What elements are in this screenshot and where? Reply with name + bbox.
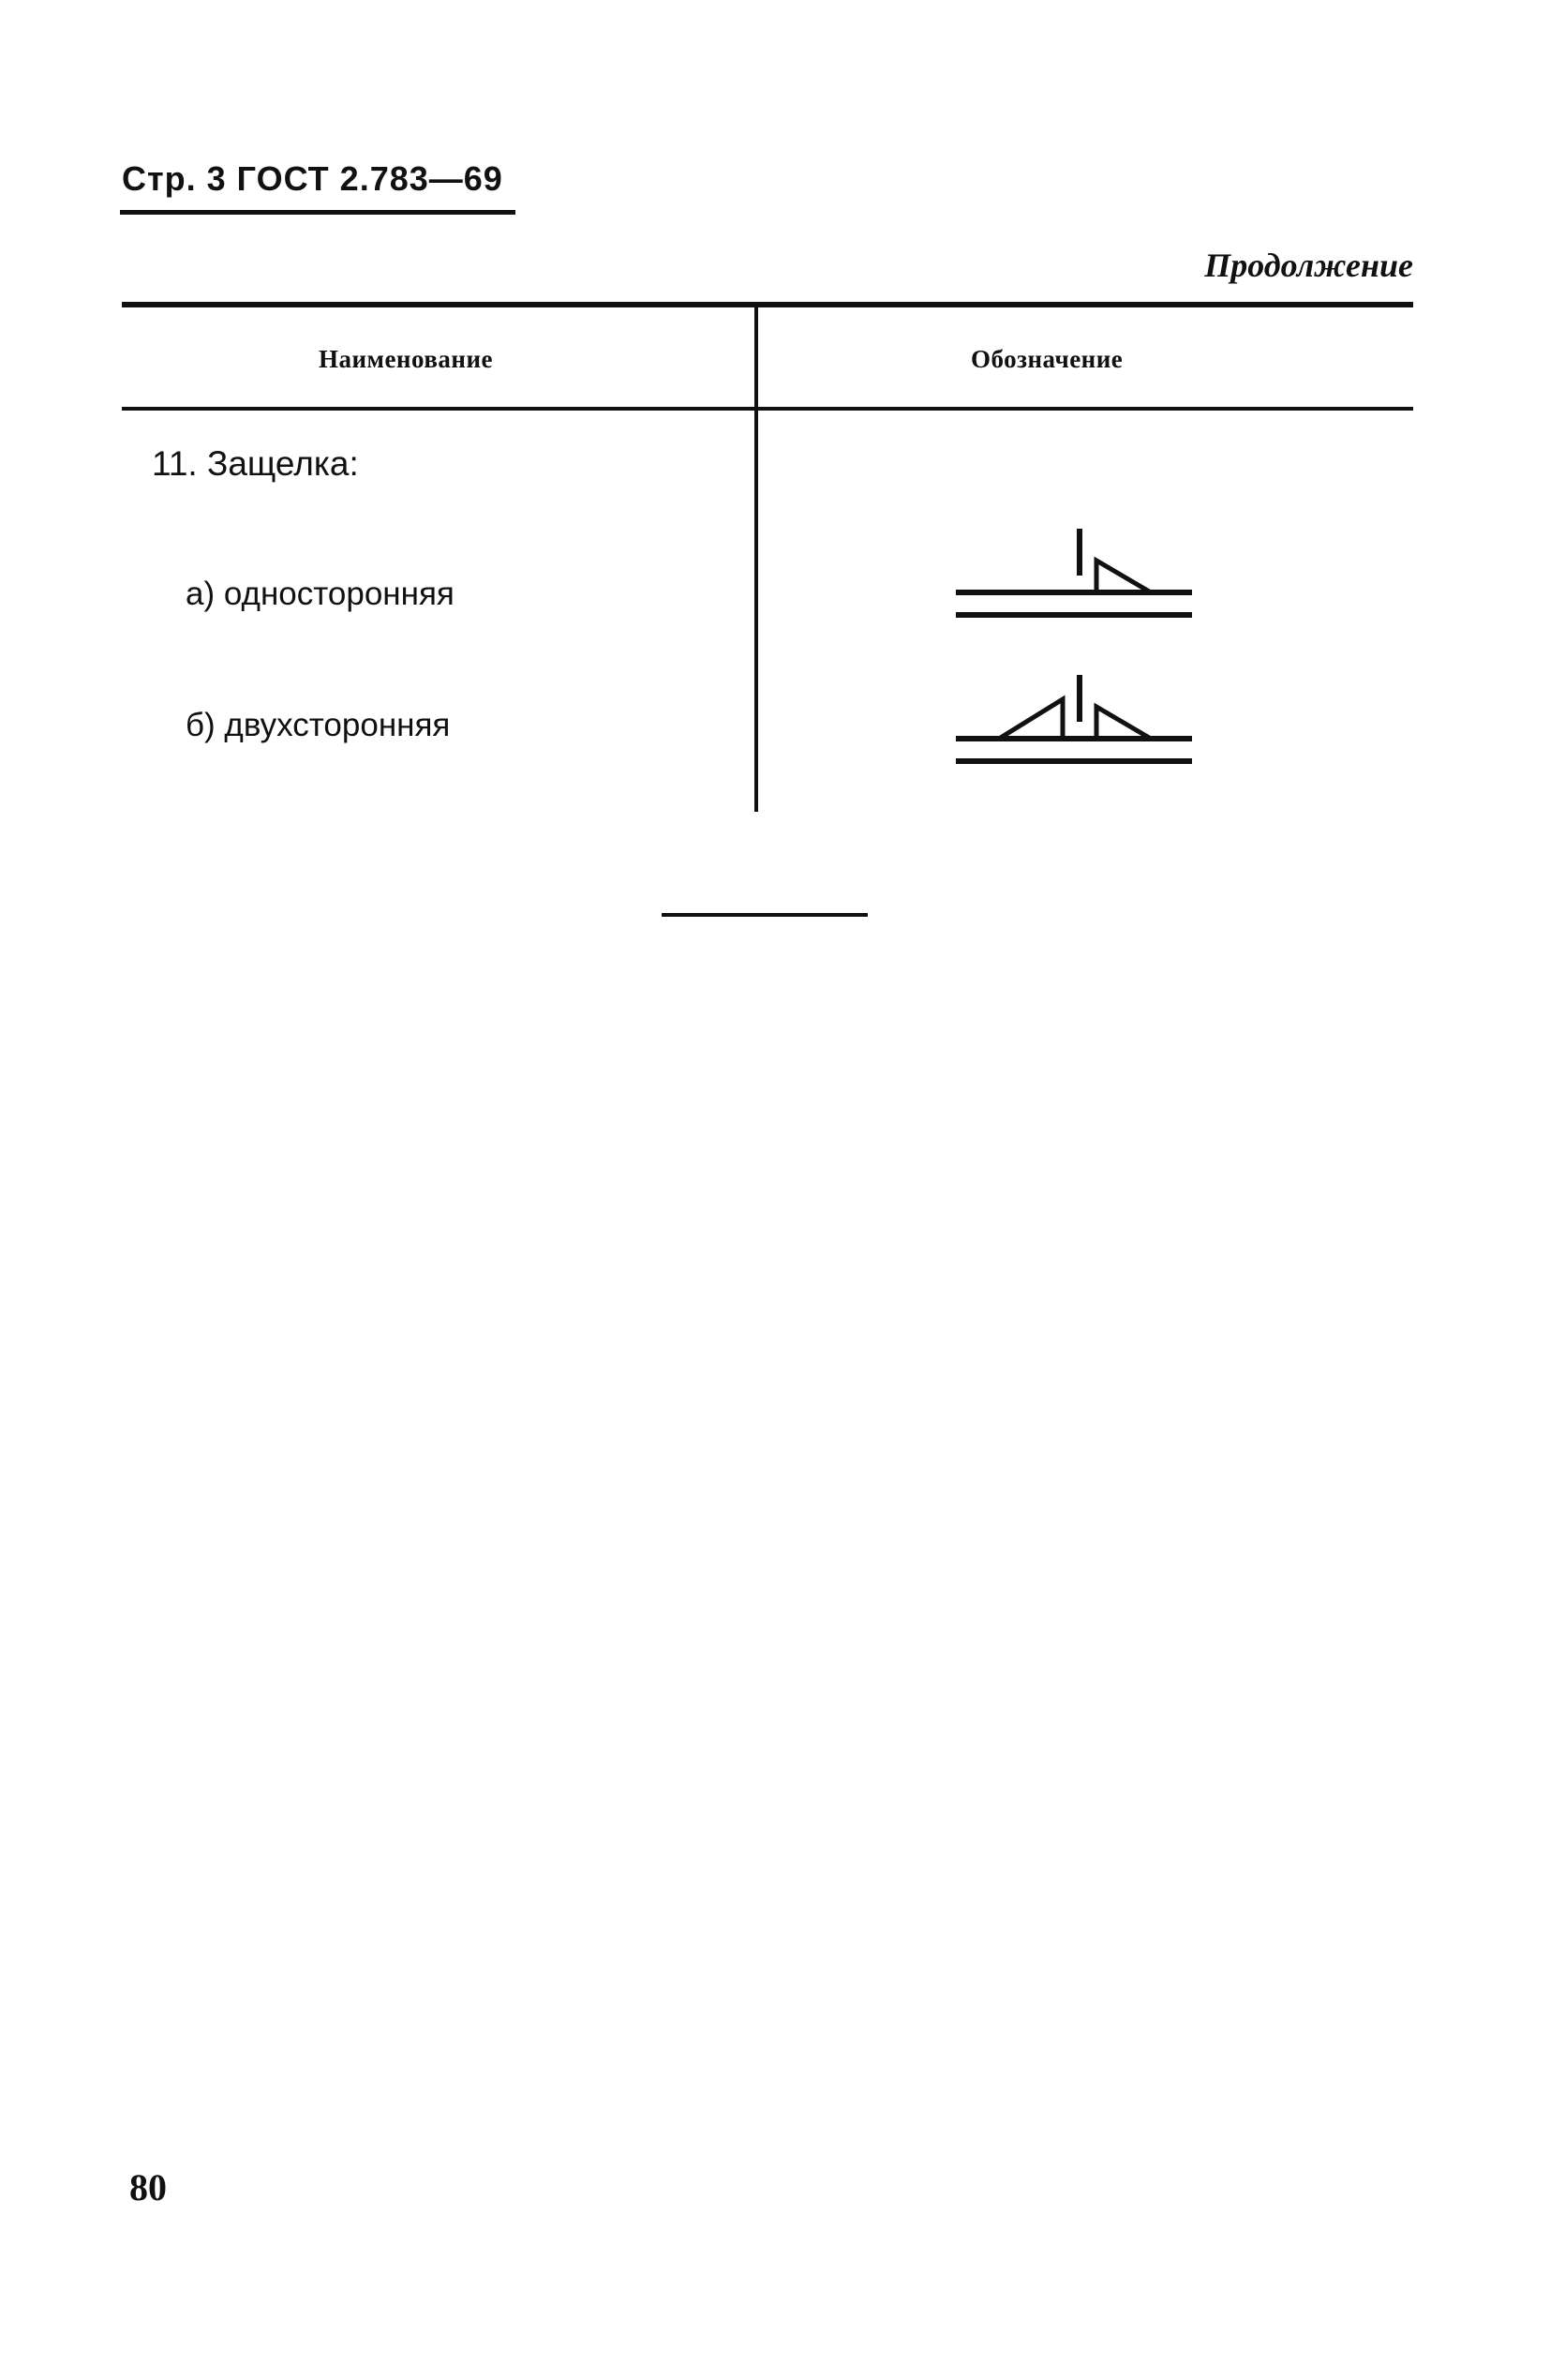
table-top-rule xyxy=(122,302,1413,307)
table-column-divider xyxy=(754,307,758,812)
section-end-rule xyxy=(662,913,868,917)
item-title: 11. Защелка: xyxy=(152,444,359,483)
row-label-one-sided: а) односторонняя xyxy=(186,576,455,612)
one-sided-latch-icon xyxy=(956,517,1200,630)
header-underline xyxy=(120,210,515,215)
row-label-two-sided: б) двухсторонняя xyxy=(186,707,451,743)
continuation-label: Продолжение xyxy=(1204,247,1413,284)
table-header-rule xyxy=(122,407,1413,411)
two-sided-latch-icon xyxy=(956,664,1200,776)
page-header-title: Стр. 3 ГОСТ 2.783—69 xyxy=(122,159,503,198)
page-number: 80 xyxy=(129,2166,167,2208)
column-header-symbol: Обозначение xyxy=(971,345,1124,373)
column-header-name: Наименование xyxy=(319,345,493,373)
